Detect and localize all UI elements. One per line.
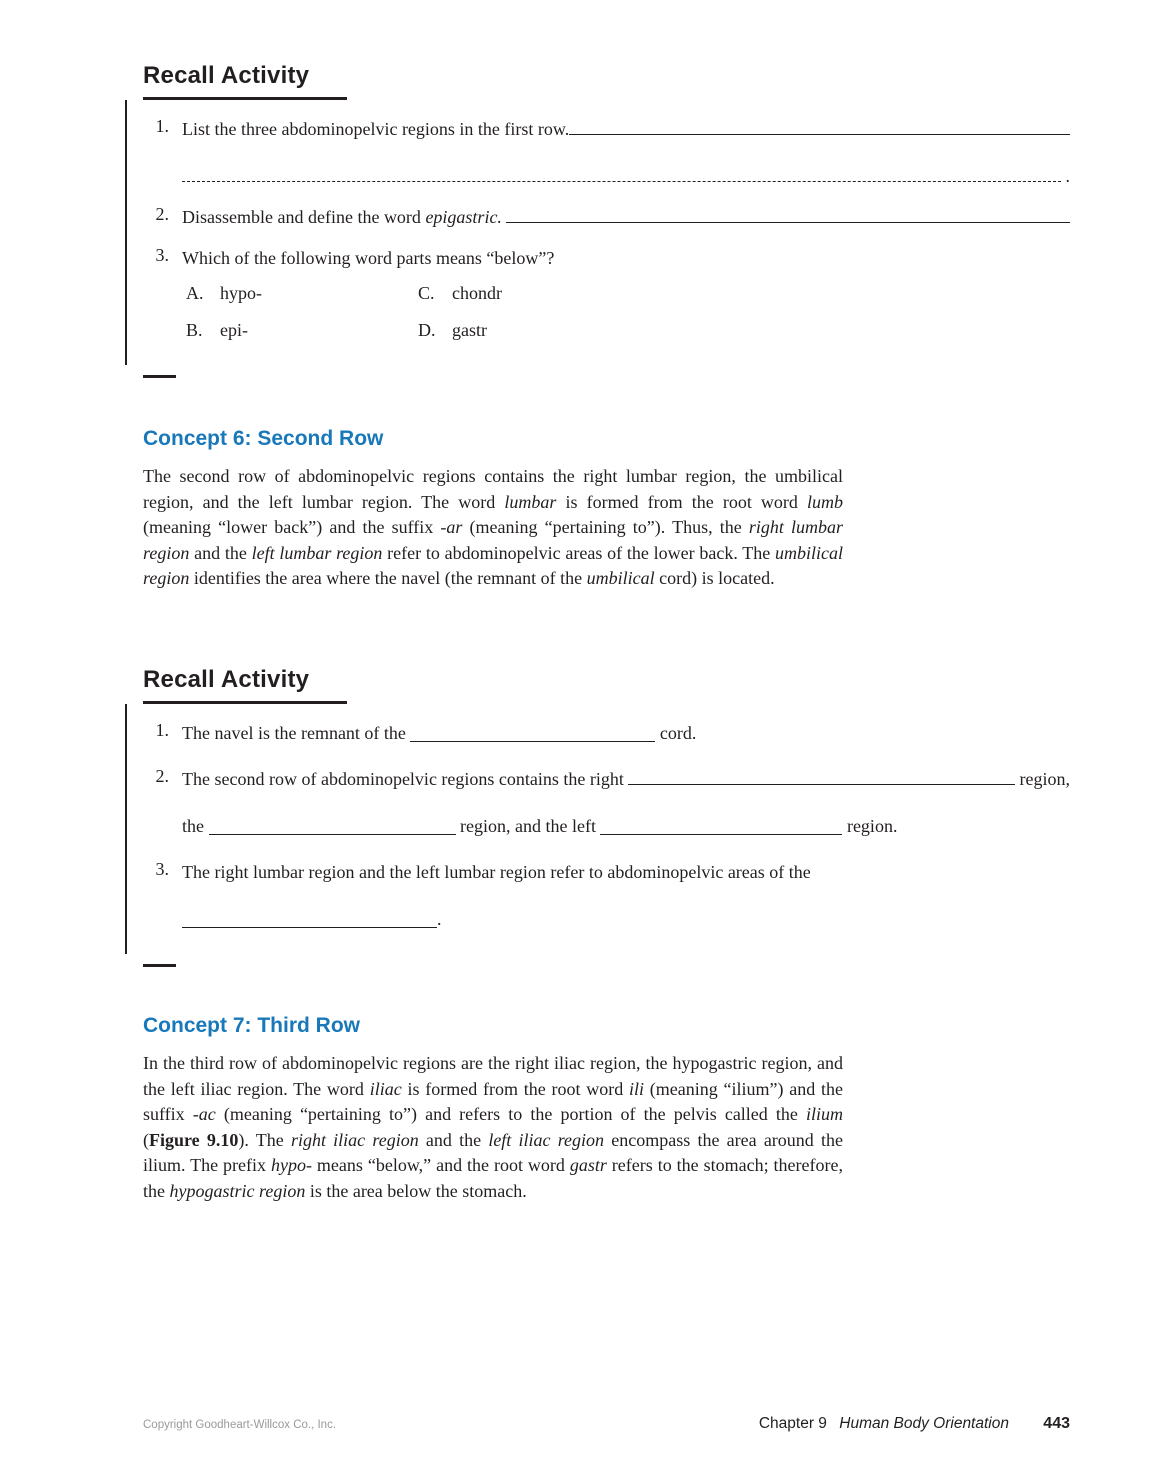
concept-7-paragraph: [143, 1051, 843, 1205]
blank-line: [506, 206, 1070, 223]
text-run: left iliac region: [488, 1129, 605, 1150]
text-run: ili: [629, 1078, 645, 1099]
text-run: ). The: [238, 1129, 291, 1150]
blank-line: [628, 768, 1015, 785]
question-body: [182, 204, 1070, 230]
question-body: [182, 720, 1070, 746]
text-run: and the: [418, 1129, 489, 1150]
text-run: right lumbar region: [143, 517, 843, 563]
chapter-title: Human Body Orientation: [839, 1415, 1009, 1432]
text-run: the: [182, 815, 209, 836]
option-letter: C.: [418, 283, 435, 303]
option-letter: D.: [418, 320, 436, 340]
text-run: (meaning “ilium”) and the suffix: [143, 1078, 844, 1125]
text-run: Which of the following word parts means “below”?: [182, 248, 555, 268]
question-body: [182, 116, 1070, 189]
answer-continuation-line: [182, 163, 1070, 189]
text-run: region, and the left: [455, 815, 601, 836]
page-number: 443: [1043, 1415, 1070, 1432]
question-number: 2.: [155, 204, 169, 224]
text-run: region.: [842, 815, 898, 836]
text-run: refer to abdominopelvic areas of the lower back. The: [382, 542, 775, 563]
question-item-1: [143, 720, 1070, 746]
concept-6-paragraph: [143, 464, 843, 592]
blank-line: [182, 911, 437, 928]
question-body: [182, 245, 1070, 343]
option-text: epi-: [220, 320, 248, 340]
question-item-1: [143, 116, 1070, 189]
text-run: In the third row of abdominopelvic regions are the right iliac region, the hypogastric region, and the left iliac region. The word: [143, 1052, 843, 1099]
question-item-2: [143, 204, 1070, 230]
text-run: The right lumbar region and the left lumbar region refer to abdominopelvic areas of the: [182, 861, 811, 882]
text-run: is formed from the root word: [401, 1078, 629, 1099]
question-number: 3.: [155, 858, 169, 879]
text-run: ilium: [806, 1104, 844, 1125]
text-run: hypogastric region: [169, 1180, 306, 1201]
activity-bracket: [125, 704, 1070, 954]
text-run: umbilical region: [143, 542, 843, 589]
recall-activity-section-1: [143, 62, 1070, 365]
text-run: The navel is the remnant of the: [182, 722, 411, 743]
text-run: identifies the area where the navel (the remnant of the: [189, 568, 587, 589]
text-run: (meaning “lower back”) and the suffix: [143, 517, 441, 538]
text-run: The second row of abdominopelvic regions contains the right: [182, 768, 629, 789]
question-number: 3.: [155, 245, 169, 265]
question-text-line: [182, 245, 1070, 271]
blank-line: [182, 165, 1061, 182]
recall-activity-heading: Recall Activity: [143, 666, 347, 704]
option-letter: A.: [186, 283, 204, 303]
question-text-line: [182, 766, 1070, 792]
blank-line: [569, 118, 1070, 135]
text-run: encompass the area around the ilium. The prefix: [143, 1129, 843, 1176]
question-number: 1.: [155, 719, 169, 740]
question-text-line: [182, 813, 1070, 839]
text-run: List the three abdominopelvic regions in the first row.: [182, 119, 570, 139]
option-text: gastr: [452, 320, 487, 340]
text-run: region,: [1015, 768, 1070, 789]
text-run: is the area below the stomach.: [305, 1180, 527, 1201]
option-letter: B.: [186, 320, 203, 340]
blank-line: [209, 818, 456, 835]
question-body: [182, 766, 1070, 839]
text-run: lumb: [807, 491, 844, 512]
answer-option-d: [418, 317, 1070, 343]
answer-option-c: [418, 280, 1070, 306]
question-item-3: [143, 245, 1070, 343]
text-run: -ar: [440, 517, 463, 538]
text-run: .: [1061, 166, 1070, 186]
question-text-line: [182, 116, 1070, 142]
question-item-2: [143, 766, 1070, 839]
text-run: and the: [189, 542, 252, 563]
text-run: lumbar: [504, 491, 557, 512]
answer-options: [186, 280, 1070, 343]
text-run: The second row of abdominopelvic regions contains the right lumbar region, the umbilical region, and the left lumbar region. The word: [143, 466, 843, 512]
text-run: left lumbar region: [251, 542, 383, 563]
text-run: cord.: [655, 722, 697, 743]
text-run: umbilical: [586, 568, 655, 589]
text-run: is formed from the root word: [556, 491, 808, 512]
text-run: right iliac region: [290, 1129, 419, 1150]
question-text-line: [182, 720, 1070, 746]
text-run: means “below,” and the root word: [311, 1155, 570, 1176]
text-run: (meaning “pertaining to”) and refers to the portion of the pelvis called the: [215, 1104, 806, 1125]
question-body: [182, 859, 1070, 932]
concept-7-section: [143, 1014, 1070, 1205]
concept-6-section: [143, 427, 1070, 592]
text-run: (meaning “pertaining to”). Thus, the: [462, 517, 749, 538]
text-run: .: [437, 908, 442, 929]
answer-option-a: [186, 280, 418, 306]
answer-option-b: [186, 317, 418, 343]
text-run: Disassemble and define the word: [182, 207, 426, 227]
recall-activity-heading: Recall Activity: [143, 62, 347, 100]
text-run: epigastric.: [425, 207, 502, 227]
text-run: cord) is located.: [654, 568, 775, 589]
answer-continuation-line: [182, 906, 1070, 932]
text-run: refers to the stomach; therefore, the: [143, 1155, 843, 1201]
chapter-label: Chapter 9: [758, 1415, 827, 1432]
option-text: hypo-: [220, 283, 262, 303]
footer-running-head: [759, 1415, 1070, 1433]
question-text-line: [182, 859, 1070, 885]
text-run: Figure 9.10: [149, 1129, 239, 1150]
text-run: (: [143, 1129, 149, 1150]
question-text-line: [182, 204, 1070, 230]
text-run: hypo-: [270, 1155, 312, 1176]
blank-line: [410, 725, 655, 742]
activity-bracket: [125, 100, 1070, 365]
concept-6-heading: Concept 6: Second Row: [143, 427, 384, 450]
recall-activity-section-2: [143, 666, 1070, 954]
text-run: -ac: [192, 1104, 216, 1125]
copyright-text: Copyright Goodheart-Willcox Co., Inc.: [143, 1419, 337, 1431]
page-footer: [143, 1415, 1070, 1433]
option-text: chondr: [452, 283, 502, 303]
blank-line: [600, 818, 842, 835]
text-run: iliac: [369, 1078, 402, 1099]
question-number: 1.: [155, 116, 169, 136]
concept-7-heading: Concept 7: Third Row: [143, 1013, 360, 1037]
question-item-3: [143, 859, 1070, 932]
question-number: 2.: [155, 765, 169, 786]
text-run: gastr: [569, 1155, 607, 1176]
